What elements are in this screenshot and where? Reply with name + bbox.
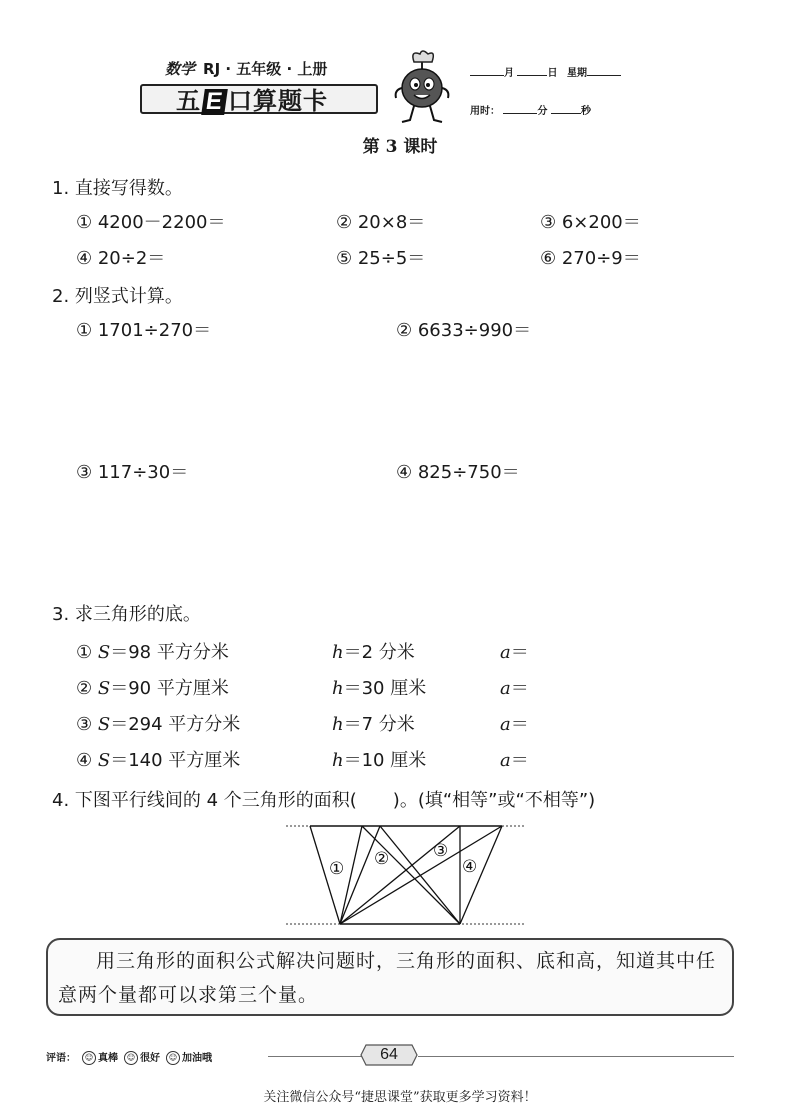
q3-row-1-height: h＝2 分米 [332,642,415,663]
q4-title: 4. 下图平行线间的 4 个三角形的面积( )。(填“相等”或“不相等”) [52,790,596,811]
q3-row-2-height: h＝30 厘米 [332,678,427,699]
q3-row-4-height: h＝10 厘米 [332,750,427,771]
day-blank[interactable] [517,65,547,76]
header-subtitle [165,58,327,79]
month-label: 月 [504,68,514,79]
date-line [470,64,621,79]
cheer-icon[interactable]: ☺ [166,1051,180,1065]
q2-item-2: ② 6633÷990＝ [396,320,532,341]
triangle-label-2: ② [374,849,390,869]
weekday-blank[interactable] [587,65,621,76]
evaluation-bar: 评语： ☺ 真棒 ☺ 很好 ☺ 加油哦 [46,1053,212,1064]
q2-title: 2. 列竖式计算。 [52,286,183,307]
evaluation-label: 评语： [46,1053,76,1064]
q3-row-3-answer[interactable]: a＝ [500,714,529,735]
footer-rule-right [418,1056,734,1057]
q1-item-3: ③ 6×200＝ [540,212,641,233]
q2-item-1: ① 1701÷270＝ [76,320,212,341]
triangle-label-3: ③ [433,841,449,861]
q3-row-2: ② S＝90 平方厘米 [76,678,229,699]
tip-text: 用三角形的面积公式解决问题时，三角形的面积、底和高，知道其中任意两个量都可以求第三个量。 [58,950,717,1006]
q3-row-4: ④ S＝140 平方厘米 [76,750,241,771]
q1-item-5: ⑤ 25÷5＝ [336,248,426,269]
q3-row-2-answer[interactable]: a＝ [500,678,529,699]
time-line [470,102,591,117]
time-label: 用时： [470,106,500,117]
edition-label: RJ · 五年级 · 上册 [203,60,328,78]
q1-item-6: ⑥ 270÷9＝ [540,248,641,269]
second-label: 秒 [580,106,591,117]
smile-icon[interactable]: ☺ [124,1051,138,1065]
subject-label: 数学 [165,60,196,78]
footer-rule-left [268,1056,362,1057]
triangle-label-4: ④ [462,857,478,877]
day-label: 日 [547,68,558,79]
q3-row-3-height: h＝7 分米 [332,714,415,735]
q1-item-1: ① 4200－2200＝ [76,212,226,233]
title-pre: 五 [176,87,201,115]
q3-row-3: ③ S＝294 平方分米 [76,714,241,735]
q3-row-4-answer[interactable]: a＝ [500,750,529,771]
bottom-note: 关注微信公众号“捷思课堂”获取更多学习资料！ [263,1090,537,1105]
title-post: 口算题卡 [228,87,329,115]
q3-title: 3. 求三角形的底。 [52,604,201,625]
minute-label: 分 [537,106,548,117]
weekday-label: 星期 [566,68,587,79]
card-title [140,84,378,114]
q1-item-2: ② 20×8＝ [336,212,426,233]
title-e: E [201,89,228,115]
triangle-label-1: ① [329,859,345,879]
second-blank[interactable] [551,103,581,114]
month-blank[interactable] [470,65,504,76]
q1-item-4: ④ 20÷2＝ [76,248,166,269]
page-number: 64 [380,1046,398,1063]
q3-row-1: ① S＝98 平方分米 [76,642,229,663]
q3-row-1-answer[interactable]: a＝ [500,642,529,663]
q2-item-3: ③ 117÷30＝ [76,462,189,483]
big-smile-icon[interactable]: ☺ [82,1051,96,1065]
minute-blank[interactable] [503,103,537,114]
mascot-icon [392,48,452,128]
lesson-title: 第 3 课时 [362,137,438,157]
q1-title: 1. 直接写得数。 [52,178,183,199]
q2-item-4: ④ 825÷750＝ [396,462,520,483]
parallel-lines-triangles-diagram [280,818,530,930]
